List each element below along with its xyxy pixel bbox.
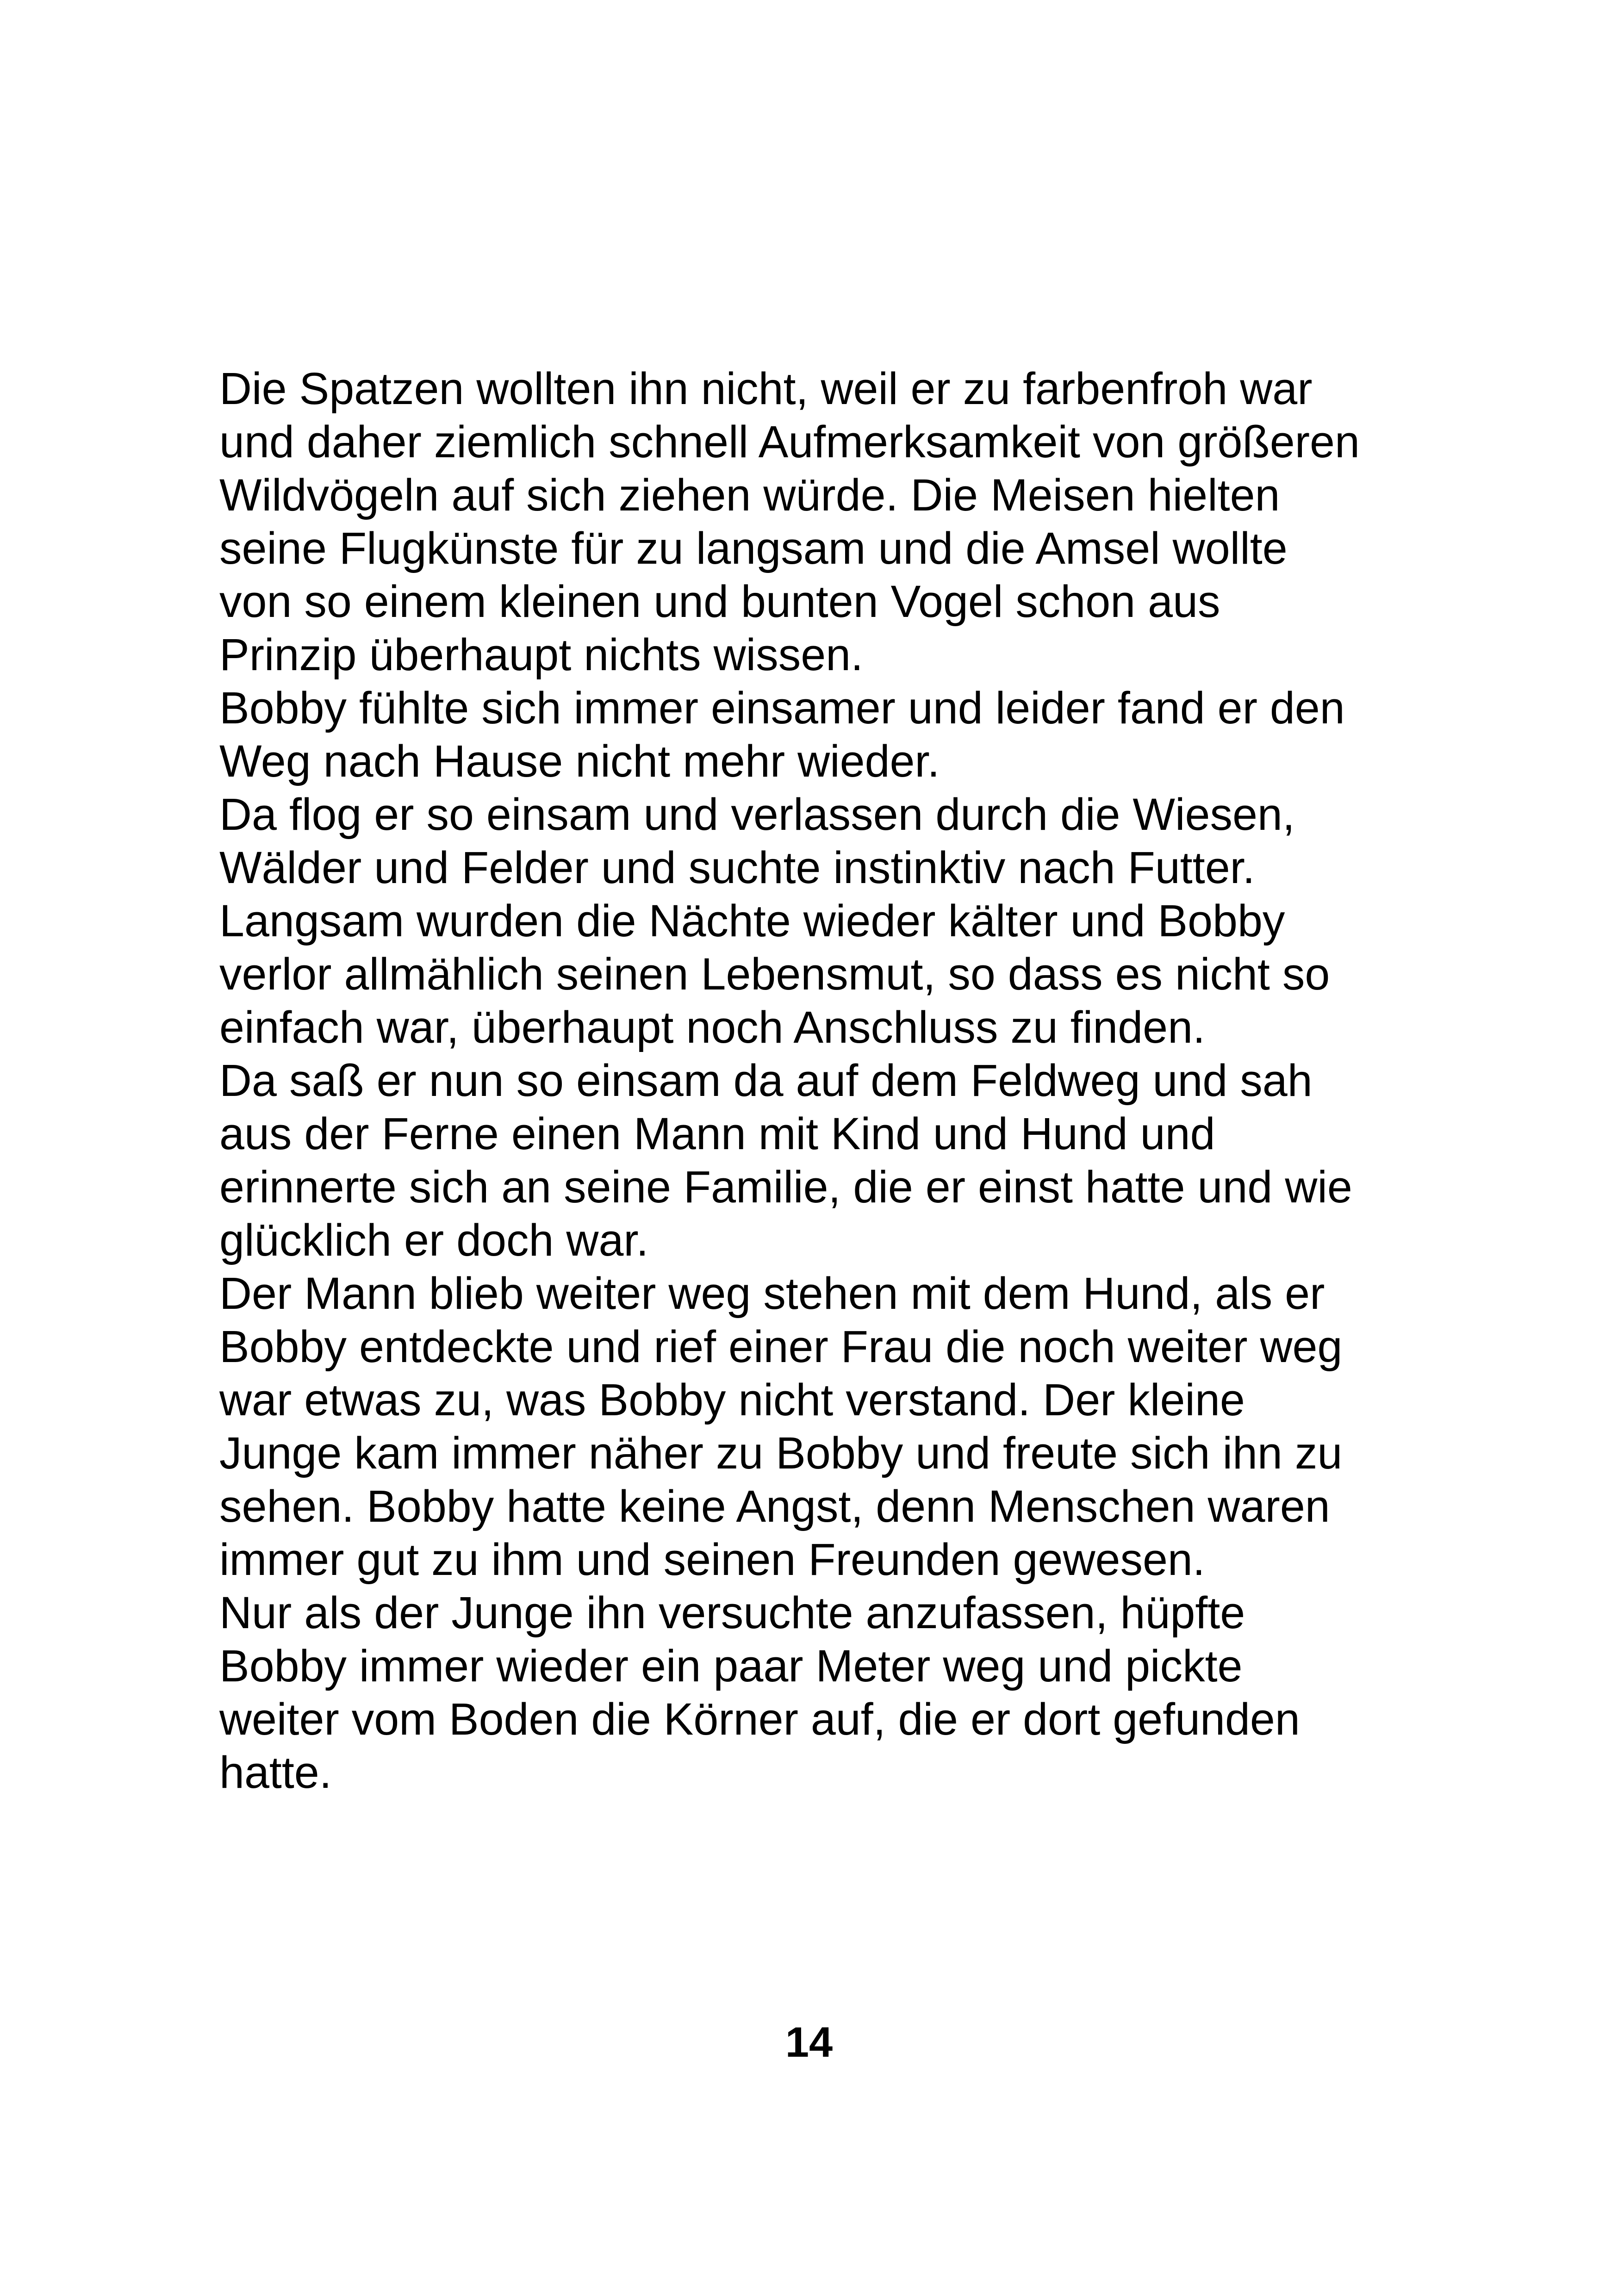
page-number: 14 [785, 2019, 833, 2066]
text-line: hatte. [219, 1747, 332, 1798]
text-line: seine Flugkünste für zu langsam und die Amsel wollte [219, 523, 1288, 573]
text-line: Wildvögeln auf sich ziehen würde. Die Meisen hielten [219, 470, 1280, 520]
text-line: immer gut zu ihm und seinen Freunden gewesen. [219, 1534, 1205, 1585]
text-line: weiter vom Boden die Körner auf, die er dort gefunden [219, 1694, 1300, 1744]
text-line: Junge kam immer näher zu Bobby und freute sich ihn zu [219, 1428, 1343, 1478]
text-line: Die Spatzen wollten ihn nicht, weil er zu farbenfroh war [219, 363, 1313, 414]
text-line: Der Mann blieb weiter weg stehen mit dem Hund, als er [219, 1268, 1325, 1319]
body-text [219, 362, 1469, 1799]
text-line: und daher ziemlich schnell Aufmerksamkeit von größeren [219, 417, 1360, 467]
text-line: glücklich er doch war. [219, 1215, 649, 1265]
text-line: Nur als der Junge ihn versuchte anzufassen, hüpfte [219, 1587, 1245, 1638]
text-line: verlor allmählich seinen Lebensmut, so dass es nicht so [219, 949, 1330, 999]
text-line: Da flog er so einsam und verlassen durch die Wiesen, [219, 789, 1295, 840]
text-line: von so einem kleinen und bunten Vogel schon aus [219, 576, 1220, 627]
text-line: erinnerte sich an seine Familie, die er einst hatte und wie [219, 1162, 1352, 1212]
text-line: Wälder und Felder und suchte instinktiv nach Futter. [219, 842, 1255, 893]
text-line: war etwas zu, was Bobby nicht verstand. Der kleine [219, 1375, 1245, 1425]
text-line: einfach war, überhaupt noch Anschluss zu finden. [219, 1002, 1206, 1052]
text-line: Bobby fühlte sich immer einsamer und leider fand er den [219, 683, 1345, 733]
text-line: Langsam wurden die Nächte wieder kälter und Bobby [219, 896, 1285, 946]
text-line: Prinzip überhaupt nichts wissen. [219, 629, 864, 680]
text-line: Weg nach Hause nicht mehr wieder. [219, 736, 940, 786]
text-line: Da saß er nun so einsam da auf dem Feldweg und sah [219, 1055, 1313, 1106]
text-line: aus der Ferne einen Mann mit Kind und Hund und [219, 1108, 1215, 1159]
text-line: Bobby entdeckte und rief einer Frau die noch weiter weg [219, 1321, 1343, 1372]
text-line: sehen. Bobby hatte keine Angst, denn Menschen waren [219, 1481, 1330, 1531]
text-line: Bobby immer wieder ein paar Meter weg und pickte [219, 1641, 1243, 1691]
